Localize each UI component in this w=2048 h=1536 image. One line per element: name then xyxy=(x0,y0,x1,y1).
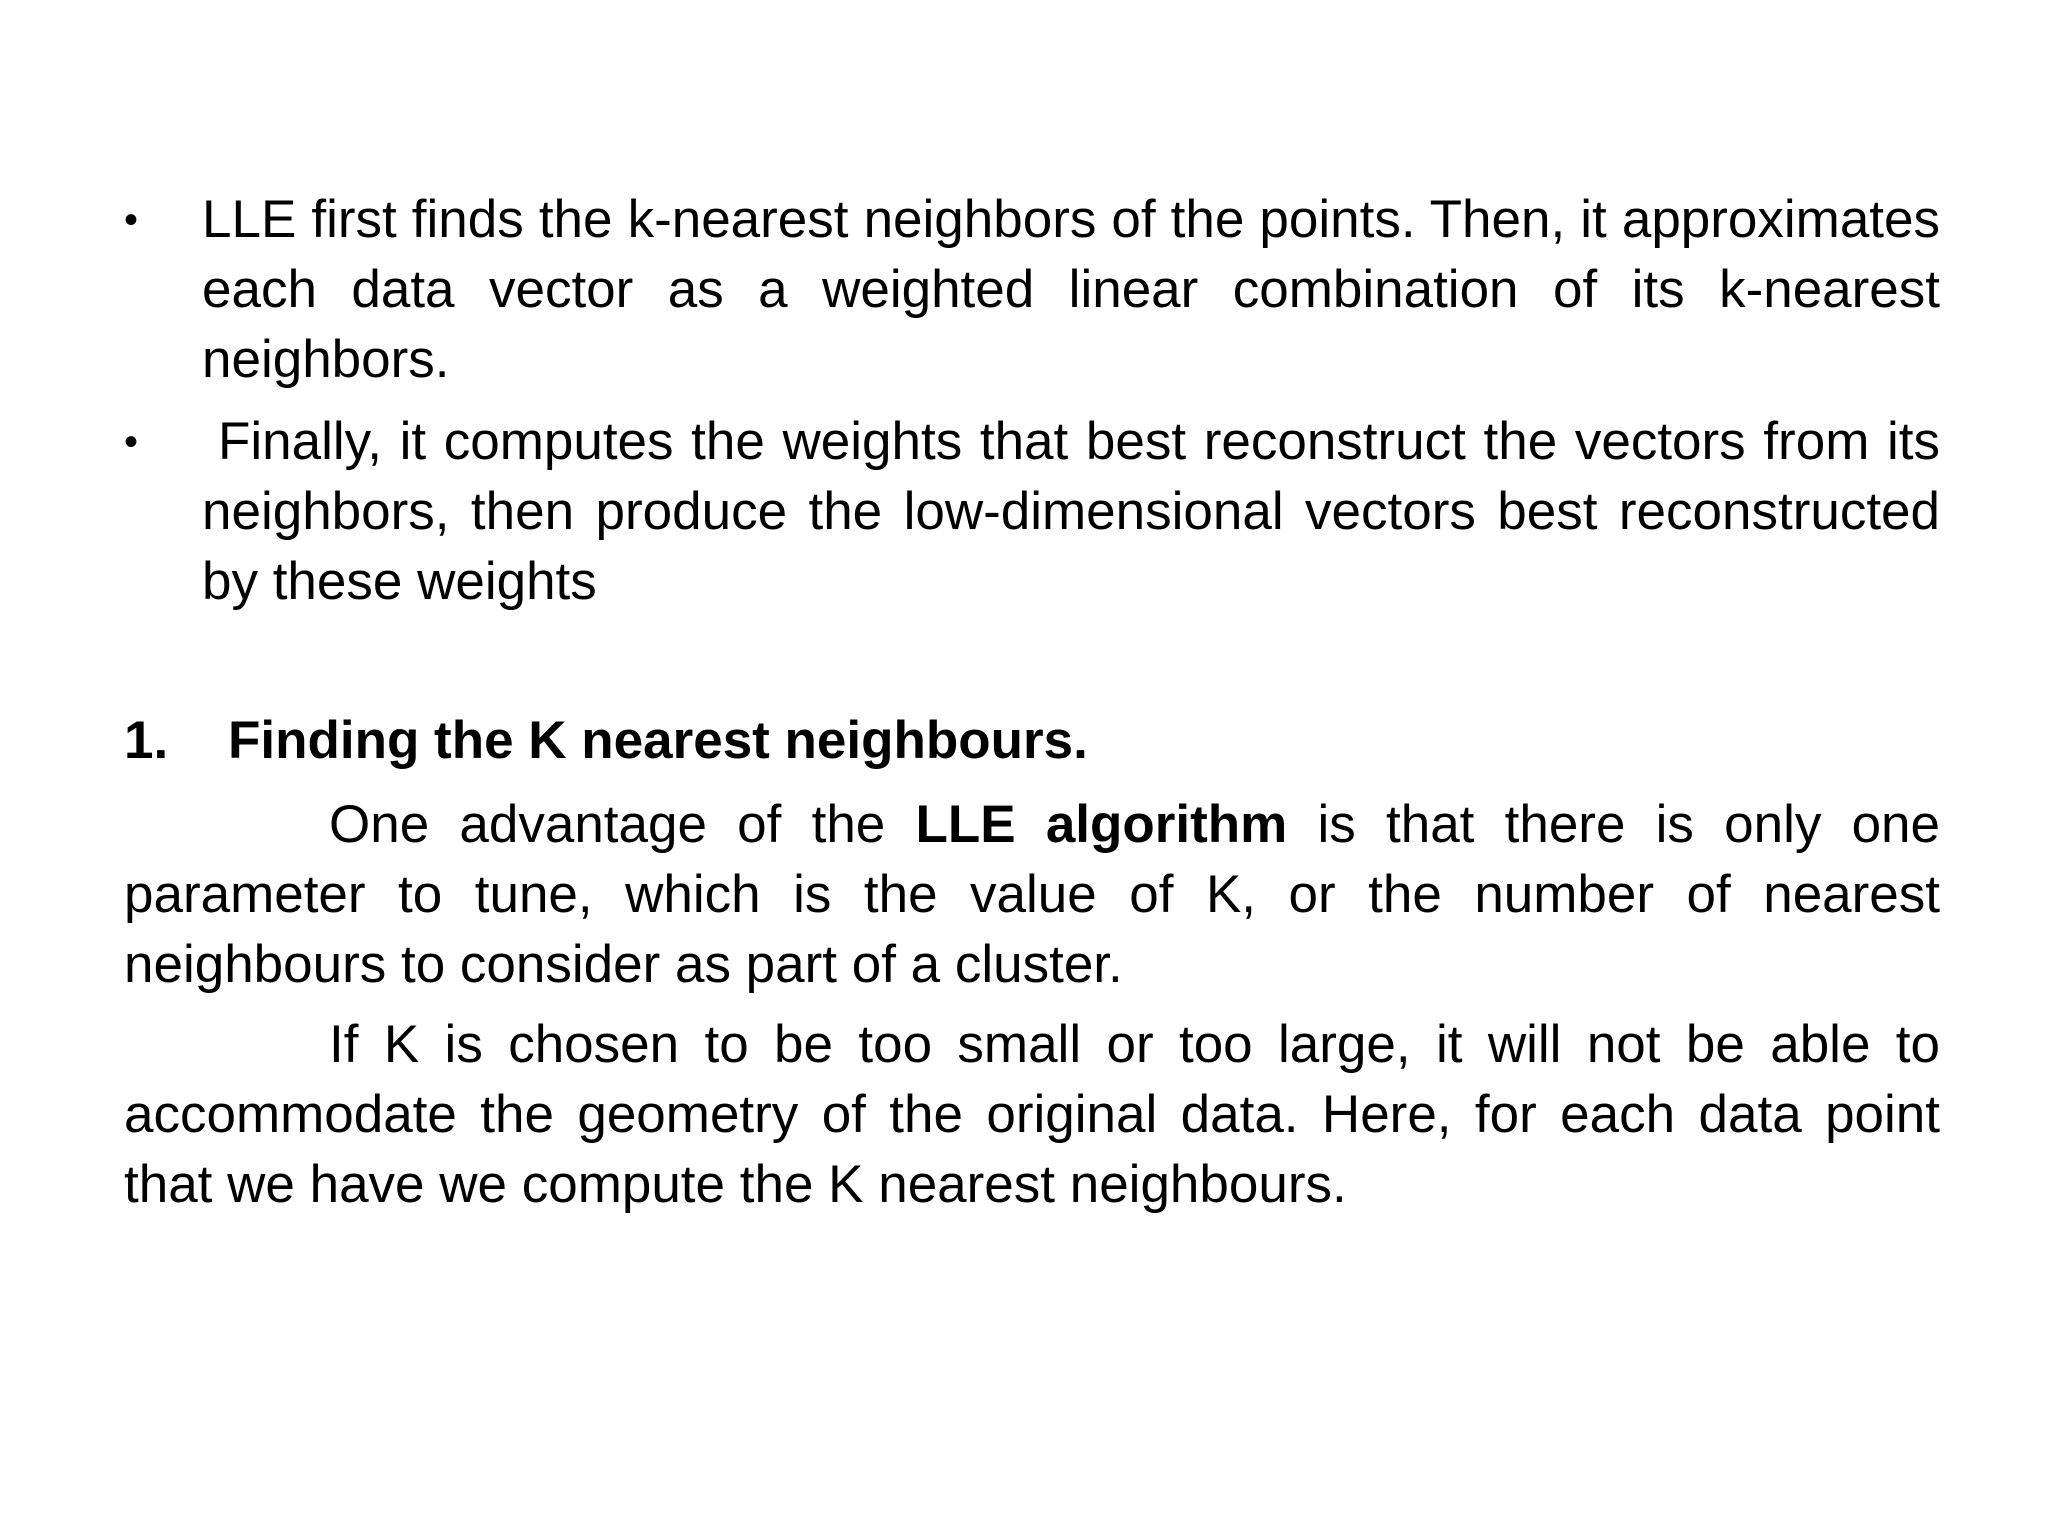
paragraph-k-choice xyxy=(124,1010,1940,1220)
paragraph-text-before: One advantage of the xyxy=(329,795,916,854)
paragraph-text: If K is chosen to be too small or too large, it will not be able to accommodate the geometry of the original data. Here, for each data point that we have we compute the K nearest neighbours. xyxy=(124,1015,1940,1214)
bullet-item xyxy=(124,407,1940,617)
bullet-text: Finally, it computes the weights that best reconstruct the vectors from its neighbors, then produce the low-dimensional vectors best reconstructed by these weights xyxy=(202,412,1940,611)
section-title: Finding the K nearest neighbours. xyxy=(228,711,1088,770)
bullet-text: LLE first finds the k-nearest neighbors of the points. Then, it approximates each data vector as a weighted linear combination of its k-nearest neighbors. xyxy=(202,190,1940,389)
paragraph-bold-term: LLE algorithm xyxy=(915,795,1288,854)
bullet-item xyxy=(124,185,1940,395)
paragraph-advantage xyxy=(124,790,1940,1000)
paragraph-text-after: is that there is only one parameter to tune, which is the value of K, or the number of nearest neighbours to consider as part of a cluster. xyxy=(124,795,1941,994)
bullet-marker: • xyxy=(124,198,139,242)
bullet-list xyxy=(124,185,1940,629)
section-number: 1. xyxy=(124,711,169,770)
bullet-marker: • xyxy=(124,420,139,464)
section-heading xyxy=(124,706,1940,776)
